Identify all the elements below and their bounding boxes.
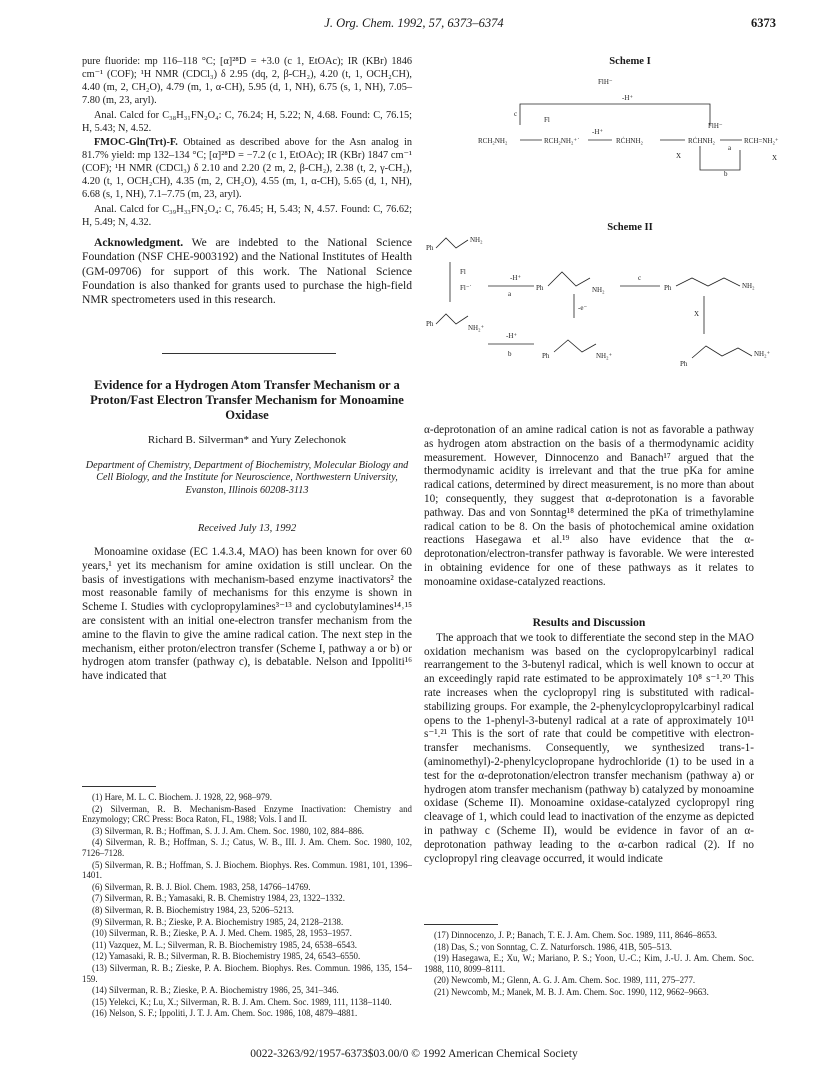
- footnote: (2) Silverman, R. B. Mechanism-Based Enzyme Inactivation: Chemistry and Enzymology; CRC Press: Boca Raton, FL, 1988; Vols. I and II.: [82, 803, 412, 825]
- scheme-1-title: Scheme I: [609, 56, 651, 67]
- footnote: (10) Silverman, R. B.; Zieske, P. A. J. Med. Chem. 1985, 28, 1953–1957.: [92, 928, 352, 939]
- scheme2-fl-rad: Fl⁻˙: [460, 284, 472, 292]
- scheme2-label-c: c: [638, 274, 642, 282]
- footnote: (20) Newcomb, M.; Glenn, A. G. J. Am. Chem. Soc. 1989, 111, 275–277.: [434, 975, 696, 986]
- compound-heading: FMOC-Gln(Trt)-F.: [94, 137, 178, 149]
- footnote: (11) Vazquez, M. L.; Silverman, R. B. Biochemistry 1985, 24, 6538–6543.: [92, 939, 357, 950]
- scheme1-fl: Fl: [544, 116, 550, 124]
- article-title: Evidence for a Hydrogen Atom Transfer Mechanism or a Proton/Fast Electron Transfer Mechanism for Monoamine Oxidase: [90, 378, 404, 422]
- scheme-2-title: Scheme II: [607, 222, 653, 233]
- scheme1-label-b: b: [724, 170, 728, 178]
- scheme2-label-b: b: [508, 350, 512, 358]
- footnote: (15) Yelekci, K.; Lu, X.; Silverman, R. B. J. Am. Chem. Soc. 1989, 111, 1138–1140.: [92, 996, 392, 1007]
- scheme2-minus-h-b: -H⁺: [506, 332, 518, 340]
- footnote: (17) Dinnocenzo, J. P.; Banach, T. E. J. Am. Chem. Soc. 1989, 111, 8646–8653.: [434, 930, 717, 940]
- scheme1-label-a: a: [728, 144, 732, 152]
- footnote: (9) Silverman, R. B.; Zieske, P. A. Biochemistry 1985, 24, 2128–2138.: [92, 916, 344, 927]
- article-authors: Richard B. Silverman* and Yury Zelechonok: [147, 434, 347, 446]
- received-date: Received July 13, 1992: [197, 523, 297, 534]
- scheme1-fl-flh: FlH⁻: [598, 78, 613, 86]
- footnote: (13) Silverman, R. B.; Zieske, P. A. Biochem. Biophys. Res. Commun. 1986, 135, 154–159.: [82, 962, 412, 984]
- scheme1-carbon-radical: RĊHNH₂: [616, 137, 643, 145]
- scheme1-minus-h: -H⁺: [592, 128, 604, 136]
- scheme1-aminyl: RĊHNH₂: [688, 137, 715, 145]
- scheme2-ph-rad: Ph: [426, 320, 434, 328]
- footnote: (6) Silverman, R. B. J. Biol. Chem. 1983, 258, 14766–14769.: [92, 881, 311, 892]
- footnote: (1) Hare, M. L. C. Biochem. J. 1928, 22, 968–979.: [92, 792, 272, 802]
- page-footer: 0022-3263/92/1957-6373$03.00/0 © 1992 American Chemical Society: [250, 1048, 578, 1060]
- page-number: 6373: [751, 16, 776, 30]
- footnote: (7) Silverman, R. B.; Yamasaki, R. B. Chemistry 1984, 23, 1322–1332.: [92, 893, 345, 904]
- footnote: (5) Silverman, R. B.; Hoffman, S. J. Biochem. Biophys. Res. Commun. 1981, 101, 1396–1401.: [82, 859, 412, 881]
- scheme2-label-a: a: [508, 290, 512, 298]
- running-header: J. Org. Chem. 1992, 57, 6373–6374: [324, 16, 504, 30]
- scheme1-rch2nh2: RCH₂NH₂: [478, 137, 508, 145]
- footnote: (4) Silverman, R. B.; Hoffman, S. J.; Catus, W. B., III. J. Am. Chem. Soc. 1980, 102, 7126–7128.: [82, 837, 412, 858]
- section-heading: Results and Discussion: [532, 616, 646, 629]
- footnote-rule-left: [82, 786, 156, 787]
- scheme2-nh2-bottom: NH₂⁺: [596, 352, 613, 360]
- footnote: (8) Silverman, R. B. Biochemistry 1984, 23, 5206–5213.: [92, 904, 294, 915]
- scheme2-x: X: [694, 310, 700, 318]
- footnote: (14) Silverman, R. B.; Zieske, P. A. Biochemistry 1986, 25, 341–346.: [92, 985, 339, 996]
- scheme1-minus-h-top: -H⁺: [622, 94, 634, 102]
- scheme2-ph-mid: Ph: [536, 284, 544, 292]
- scheme2-minus-e: -e⁻: [578, 304, 588, 312]
- footnote: (12) Yamasaki, R. B.; Silverman, R. B. Biochemistry 1985, 24, 6543–6550.: [92, 951, 361, 962]
- footnote: (19) Hasegawa, E.; Xu, W.; Mariano, P. S.; Yoon, U.-C.; Kim, J.-U. J. Am. Chem. Soc. 1988, 110, 8099–8111.: [424, 953, 754, 974]
- footnotes-right: [424, 930, 754, 999]
- acknowledgment-heading: Acknowledgment.: [94, 235, 184, 249]
- article-affiliation: Department of Chemistry, Department of Biochemistry, Molecular Biology and Cell Biology, and the Institute for Neuroscience, Northwestern University, Evanston, Illinois 60208-3113: [85, 460, 409, 496]
- scheme2-ph-bottom: Ph: [542, 352, 550, 360]
- analysis-paragraph: Anal. Calcd for C₃₈H₃₁FN₂O₄: C, 76.24; H, 5.22; N, 4.68. Found: C, 76.15; H, 5.43; N, 4.52.: [82, 109, 412, 134]
- results-text: The approach that we took to differentiate the second step in the MAO oxidation mechanism was based on the cyclopropylcarbinyl radical rearrangement to the 3-butenyl radical, which is well known to occur at an exceedingly rapid rate estimated to be approximately 10⁸ s⁻¹.²⁰ This rate increases when the cyclopropyl ring is substituted with radical-stabilizing groups. For example, the 2-phenylcyclopropylcarbinyl radical opens to the 1-phenyl-3-butenyl radical at a rate of approximately 10¹¹ s⁻¹.²¹ This is the sort of rate that could be competitive with electron-transfer mechanisms. Consequently, we synthesized trans-1-(aminomethyl)-2-phenylcyclopropane hydrochloride (1) to be used in a test for the α-deprotonation/electron transfer mechanism (pathway a) or hydrogen atom transfer mechanism (pathway b) catalyzed by monoamine oxidase (Scheme II). Monoamine oxidase-catalyzed cyclopropyl ring cleavage of 1, which could lead to inactivation of the enzyme as depicted in pathway c (Scheme II), would be evidence in favor of an α-deprotonation pathway leading to the α-carbon radical (2). If no cyclopropyl ring cleavage occurred, it would indicate: [424, 631, 754, 865]
- gln-text: Obtained as described above for the Asn analog in 81.7% yield: mp 132–134 °C; [α]²⁸D = −7.2 (c 1, EtOAc); IR (KBr) 1847 cm⁻¹ (COF); ¹H NMR (CDCl₃) δ 2.10 and 2.20 (2 m, 2, β-CH₂), 2.38 (t, 2, γ-CH₂), 4.20 (t, 1, OCH₂CH), 4.35 (m, 2, CH₂O), 4.55 (m, 1, α-CH), 5.65 (d, 1, NH), 6.68 (s, 1, NH), 7.1–7.75 (m, 23, aryl).: [82, 137, 412, 201]
- footnote-rule-right: [424, 924, 498, 925]
- scheme2-nh2-open: NH₂: [742, 282, 755, 290]
- footnote: (21) Newcomb, M.; Manek, M. B. J. Am. Chem. Soc. 1990, 112, 9662–9663.: [434, 986, 709, 997]
- scheme1-radical-cation: RCH₂NH₂⁺˙: [544, 137, 580, 145]
- scheme1-x-left: X: [676, 152, 682, 160]
- scheme1-label-c: c: [514, 110, 518, 118]
- scheme2-fl: Fl: [460, 268, 466, 276]
- gln-paragraph: [82, 137, 412, 202]
- scheme2-nh2-radcation: NH₂⁺: [468, 324, 485, 332]
- intro-continuation-text: α-deprotonation of an amine radical cation is not as favorable a pathway as hydrogen atom abstraction on the basis of a thermodynamic acidity measurement. However, Dinnocenzo and Banach¹⁷ argued that the thermodynamic acidity is irrelevant and that the true pKa for amine radical cations, determined by direct measurement, is no more than about 10; consequently, they suggest that α-deprotonation is a favorable pathway. Das and von Sonntag¹⁸ determined the pKa of trimethylamine radical cation to be 8. On the basis of photochemical amine oxidation reactions Hasegawa et al.¹⁹ also have evidence that the α-deprotonation/electron-transfer pathway is favorable. We were interested in obtaining evidence for one of these pathways as it relates to monoamine oxidase-catalyzed reactions.: [424, 424, 754, 588]
- acknowledgment: [82, 236, 412, 308]
- scheme2-nh2-top: NH₂: [470, 236, 483, 244]
- analysis-paragraph-2: Anal. Calcd for C₃₉H₃₃FN₂O₄: C, 76.45; H, 5.43; N, 4.57. Found: C, 76.62; H, 5.49; N, 4.32.: [82, 203, 412, 228]
- scheme1-fl-flh-right: FlH⁻: [708, 122, 723, 130]
- intro-paragraph: [82, 546, 412, 686]
- scheme2-minus-h-a: -H⁺: [510, 274, 522, 282]
- intro-text: Monoamine oxidase (EC 1.4.3.4, MAO) has been known for over 60 years,¹ yet its mechanism for amine oxidation is still unclear. On the basis of investigations with mechanism-based enzyme inactivators² the most reasonable family of mechanisms for this enzyme is shown in Scheme I. Studies with cyclopropylamines³⁻¹³ and cyclobutylamines¹⁴˒¹⁵ are consistent with an initial one-electron transfer mechanism from the amine to the flavin to give the amine radical cation. The next step in the mechanism, either proton/electron transfer (Scheme I, pathway a or b) or hydrogen atom transfer (pathway c), is debatable. Nelson and Ippoliti¹⁶ have indicated that: [82, 546, 412, 683]
- footnote: (16) Nelson, S. F.; Ippoliti, J. T. J. Am. Chem. Soc. 1986, 108, 4879–4881.: [92, 1008, 358, 1019]
- scheme2-nh2-final: NH₂⁺: [754, 350, 771, 358]
- scheme-2-diagram: [426, 234, 820, 394]
- scheme-1-diagram: [480, 70, 820, 180]
- footnote: (18) Das, S.; von Sonntag, C. Z. Naturforsch. 1986, 41B, 505–513.: [434, 941, 672, 952]
- intro-continuation: [424, 424, 754, 592]
- footnote: (3) Silverman, R. B.; Hoffman, S. J. J. Am. Chem. Soc. 1980, 102, 884–886.: [92, 825, 364, 836]
- scheme1-x-right: X: [772, 154, 778, 162]
- scheme1-iminium: RCH=NH₂⁺: [744, 137, 779, 145]
- scheme2-ph-final: Ph: [680, 360, 688, 368]
- results-section: [424, 610, 754, 868]
- scheme2-ph-top: Ph: [426, 244, 434, 252]
- scheme2-ph-open: Ph: [664, 284, 672, 292]
- scheme2-nh2-mid: NH₂: [592, 286, 605, 294]
- article-separator: [162, 353, 336, 354]
- footnotes-left: [82, 792, 412, 1020]
- acknowledgment-text: We are indebted to the National Science Foundation (NSF CHE-9003192) and the National Institutes of Health (GM-09706) for support of this work. The National Science Foundation is also thanked for grants used to purchase the high-field NMR spectrometers used in this research.: [82, 235, 412, 307]
- experimental-paragraph: pure fluoride: mp 116–118 °C; [α]²⁸D = +3.0 (c 1, EtOAc); IR (KBr) 1846 cm⁻¹ (COF); ¹H NMR (CDCl₃) δ 2.95 (dq, 2, β-CH₂), 4.20 (t, 1, OCH₂CH), 4.40 (m, 2, CH₂O), 4.79 (m, 1, α-CH), 5.95 (d, 1, NH), 6.75 (s, 1, NH), 7.05–7.80 (m, 23, aryl).: [82, 56, 412, 106]
- previous-article-tail: [82, 56, 412, 310]
